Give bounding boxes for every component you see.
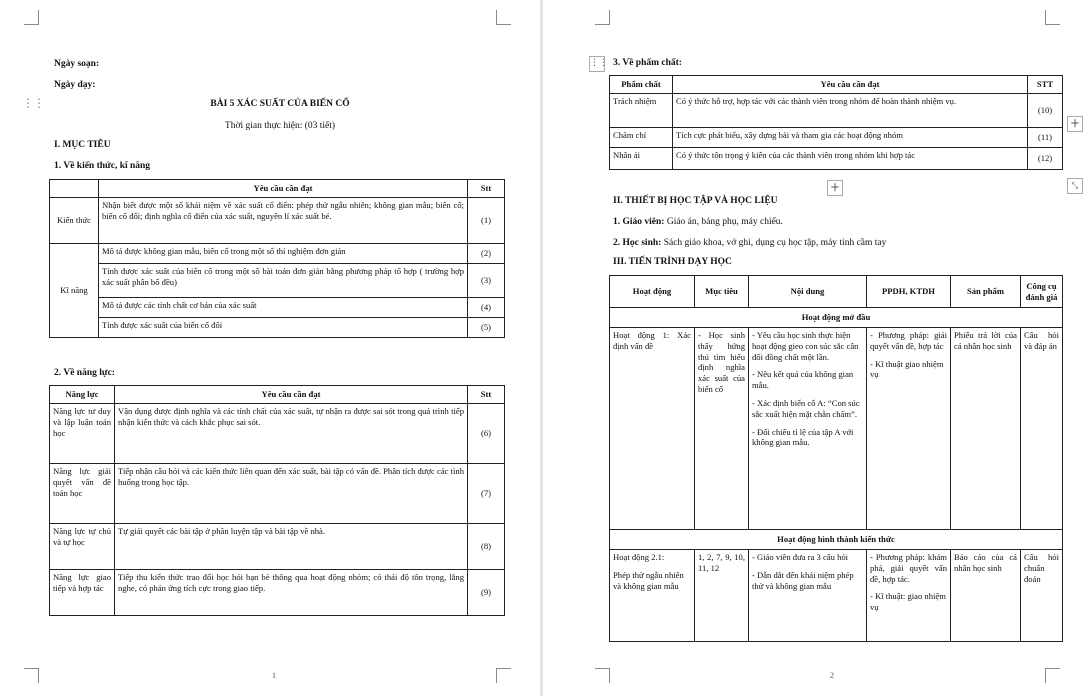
table-header-stt: Stt xyxy=(468,386,505,404)
category-cell: Kiến thức xyxy=(50,198,99,244)
method-line: - Kĩ thuật giao nhiệm vụ xyxy=(870,358,944,380)
quality-cell: Trách nhiệm xyxy=(610,94,673,128)
stt-cell: (2) xyxy=(468,244,505,264)
table-header-method: PPDH, KTDH xyxy=(867,276,951,308)
table-header-requirement: Yêu cầu cần đạt xyxy=(673,76,1028,94)
table-header-product: Sản phẩm xyxy=(951,276,1021,308)
table-header-competency: Năng lực xyxy=(50,386,115,404)
teacher-text: Giáo án, bảng phụ, máy chiếu. xyxy=(664,217,783,227)
crop-mark xyxy=(1045,10,1060,25)
method-line: - Kĩ thuật: giao nhiệm vụ xyxy=(870,591,946,613)
table-row xyxy=(50,524,505,570)
teacher-materials xyxy=(613,216,783,228)
requirement-cell: Tiếp nhận câu hỏi và các kiến thức liên quan đến xác suất, bài tập có vấn đề. Phân tích được các tình huống trong học tập. xyxy=(115,464,468,524)
knowledge-skills-table xyxy=(49,179,505,338)
stt-cell: (6) xyxy=(468,404,505,464)
activity-section-heading: Hoạt động mở đầu xyxy=(610,308,1063,328)
stt-cell: (10) xyxy=(1028,94,1063,128)
assessment-cell: Câu hỏi và đáp án xyxy=(1021,328,1063,530)
ngay-soan-label: Ngày soạn: xyxy=(54,59,100,69)
add-column-icon[interactable]: + xyxy=(1067,116,1083,132)
table-move-handle-icon[interactable]: ⋮⋮ xyxy=(589,56,605,72)
table-row xyxy=(50,298,505,318)
teacher-label: 1. Giáo viên: xyxy=(613,217,665,227)
requirement-cell: Mô tả được không gian mẫu, biến cố trong một số thí nghiệm đơn giản xyxy=(99,244,468,264)
activity-section-heading: Hoạt động hình thành kiến thức xyxy=(610,530,1063,550)
competency-cell: Năng lực tự chủ và tự học xyxy=(50,524,115,570)
section-heading-1: I. MỤC TIÊU xyxy=(54,140,111,150)
content-step: - Yêu cầu học sinh thực hiện hoạt động gieo con súc sắc cân đối đồng chất một lần. xyxy=(752,330,859,362)
content-step: - Xác định biến cố A: “Con súc sắc xuất hiện mặt chẵn chấm”. xyxy=(752,397,860,419)
objective-cell: 1, 2, 7, 9, 10, 11, 12 xyxy=(695,550,749,642)
table-row xyxy=(50,404,505,464)
table-row xyxy=(610,148,1063,170)
table-header-content: Nội dung xyxy=(749,276,867,308)
method-line: - Phương pháp: giải quyết vấn đề, hợp tác xyxy=(870,330,947,351)
teaching-process-table xyxy=(609,275,1063,642)
table-header-quality: Phẩm chất xyxy=(610,76,673,94)
requirement-cell: Tính được xác suất của biến cố đối xyxy=(99,318,468,338)
document-page-2 xyxy=(543,0,1083,696)
crop-mark xyxy=(595,10,610,25)
requirement-cell: Có ý thức tôn trọng ý kiến của các thành viên trong nhóm khi hợp tác xyxy=(673,148,1028,170)
table-resize-icon[interactable]: ⤡ xyxy=(1067,178,1083,194)
section-heading-3: III. TIẾN TRÌNH DẠY HỌC xyxy=(613,257,732,267)
table-row xyxy=(610,94,1063,128)
objective-cell: - Học sinh thấy hứng thú tìm hiểu định nghĩa xác suất của biến cố xyxy=(695,328,749,530)
stt-cell: (3) xyxy=(468,264,505,298)
stt-cell: (12) xyxy=(1028,148,1063,170)
content-step: - Nêu kết quả của không gian mẫu. xyxy=(752,369,854,391)
table-row xyxy=(50,570,505,616)
crop-mark xyxy=(595,668,610,683)
table-header-stt: STT xyxy=(1028,76,1063,94)
student-materials xyxy=(613,237,886,249)
table-header-empty xyxy=(50,180,99,198)
content-cell xyxy=(749,550,867,642)
stt-cell: (4) xyxy=(468,298,505,318)
drag-handle-icon[interactable]: ⋮⋮ xyxy=(22,96,44,110)
requirement-cell: Mô tả được các tính chất cơ bản của xác suất xyxy=(99,298,468,318)
crop-mark xyxy=(1045,668,1060,683)
lesson-duration: Thời gian thực hiện: (03 tiết) xyxy=(224,121,336,131)
section-heading-2: II. THIẾT BỊ HỌC TẬP VÀ HỌC LIỆU xyxy=(613,196,778,206)
subsection-heading-1: 1. Về kiến thức, kĩ năng xyxy=(54,161,151,171)
crop-mark xyxy=(24,10,39,25)
activity-line: Phép thử ngẫu nhiên và không gian mẫu xyxy=(613,569,684,591)
table-header-assessment: Công cụ đánh giá xyxy=(1021,276,1063,308)
table-header-stt: Stt xyxy=(468,180,505,198)
content-step: - Dẫn dắt đến khái niệm phép thử và không gian mẫu xyxy=(752,569,854,591)
category-cell: Kĩ năng xyxy=(50,244,99,338)
competency-cell: Năng lực giao tiếp và hợp tác xyxy=(50,570,115,616)
stt-cell: (8) xyxy=(468,524,505,570)
method-cell xyxy=(867,550,951,642)
requirement-cell: Tích cực phát biểu, xây dựng bài và tham gia các hoạt động nhóm xyxy=(673,128,1028,148)
qualities-table xyxy=(609,75,1063,170)
add-row-icon[interactable]: + xyxy=(827,180,843,196)
stt-cell: (5) xyxy=(468,318,505,338)
crop-mark xyxy=(496,668,511,683)
crop-mark xyxy=(496,10,511,25)
requirement-cell: Có ý thức hỗ trợ, hợp tác với các thành viên trong nhóm để hoàn thành nhiệm vụ. xyxy=(673,94,1028,128)
lesson-title: BÀI 5 XÁC SUẤT CỦA BIẾN CỐ xyxy=(210,99,350,109)
table-row xyxy=(50,264,505,298)
method-cell xyxy=(867,328,951,530)
student-text: Sách giáo khoa, vở ghi, dụng cụ học tập, máy tính cầm tay xyxy=(661,238,887,248)
table-row xyxy=(610,550,1063,642)
requirement-cell: Tính được xác suất của biến cố trong một số bài toán đơn giản bằng phương pháp tổ hợp ( trường hợp xác suất phân bố đều) xyxy=(99,264,468,298)
table-row xyxy=(50,198,505,244)
student-label: 2. Học sinh: xyxy=(613,238,662,248)
table-row xyxy=(610,128,1063,148)
content-step: - Đối chiếu tỉ lệ của tập A với không gian mẫu. xyxy=(752,426,854,448)
product-cell: Phiếu trả lời của cá nhân học sinh xyxy=(951,328,1021,530)
table-row xyxy=(50,318,505,338)
subsection-heading-3: 3. Về phẩm chất: xyxy=(613,58,682,68)
content-cell xyxy=(749,328,867,530)
table-row xyxy=(50,464,505,524)
requirement-cell: Tự giải quyết các bài tập ở phần luyện tập và bài tập về nhà. xyxy=(115,524,468,570)
requirement-cell: Vận dụng được định nghĩa và các tính chất của xác suất, tự nhận ra được sai sót trong quá trình tiếp nhận kiến thức và cách khắc phục sai sót. xyxy=(115,404,468,464)
page-number: 2 xyxy=(830,671,834,680)
document-page-1 xyxy=(0,0,540,696)
quality-cell: Chăm chỉ xyxy=(610,128,673,148)
content-step: - Giáo viên đưa ra 3 câu hỏi xyxy=(752,552,849,562)
product-cell: Báo cáo của cá nhân học sinh xyxy=(951,550,1021,642)
stt-cell: (7) xyxy=(468,464,505,524)
table-row xyxy=(610,328,1063,530)
activity-cell: Hoạt động 1: Xác định vấn đề xyxy=(610,328,695,530)
table-header-requirement: Yêu cầu cần đạt xyxy=(115,386,468,404)
table-row xyxy=(50,244,505,264)
requirement-cell: Nhận biết được một số khái niệm về xác suất cổ điển: phép thử ngẫu nhiên; không gian mẫu; biến cố; biến cố đối; định nghĩa cổ điển của xác suất, nguyên lí xác suất bé. xyxy=(99,198,468,244)
method-line: - Phương pháp: khám phá, giải quyết vấn đề, hợp tác. xyxy=(870,552,947,584)
activity-line: Hoạt động 2.1: xyxy=(613,552,665,562)
activity-cell xyxy=(610,550,695,642)
table-header-objective: Mục tiêu xyxy=(695,276,749,308)
competency-cell: Năng lực giải quyết vấn đề toán học xyxy=(50,464,115,524)
stt-cell: (9) xyxy=(468,570,505,616)
requirement-cell: Tiếp thu kiến thức trao đổi học hỏi bạn bè thông qua hoạt động nhóm; có thái độ tôn trọng, lắng nghe, có phản ứng tích cực trong giao tiếp. xyxy=(115,570,468,616)
table-header-activity: Hoạt động xyxy=(610,276,695,308)
page-number: 1 xyxy=(272,671,276,680)
stt-cell: (11) xyxy=(1028,128,1063,148)
competency-cell: Năng lực tư duy và lập luận toán học xyxy=(50,404,115,464)
assessment-cell: Câu hỏi chuẩn đoán xyxy=(1021,550,1063,642)
ngay-day-label: Ngày dạy: xyxy=(54,80,96,90)
table-header-requirement: Yêu cầu cần đạt xyxy=(99,180,468,198)
competency-table xyxy=(49,385,505,616)
quality-cell: Nhân ái xyxy=(610,148,673,170)
subsection-heading-2: 2. Về năng lực: xyxy=(54,368,115,378)
crop-mark xyxy=(24,668,39,683)
stt-cell: (1) xyxy=(468,198,505,244)
